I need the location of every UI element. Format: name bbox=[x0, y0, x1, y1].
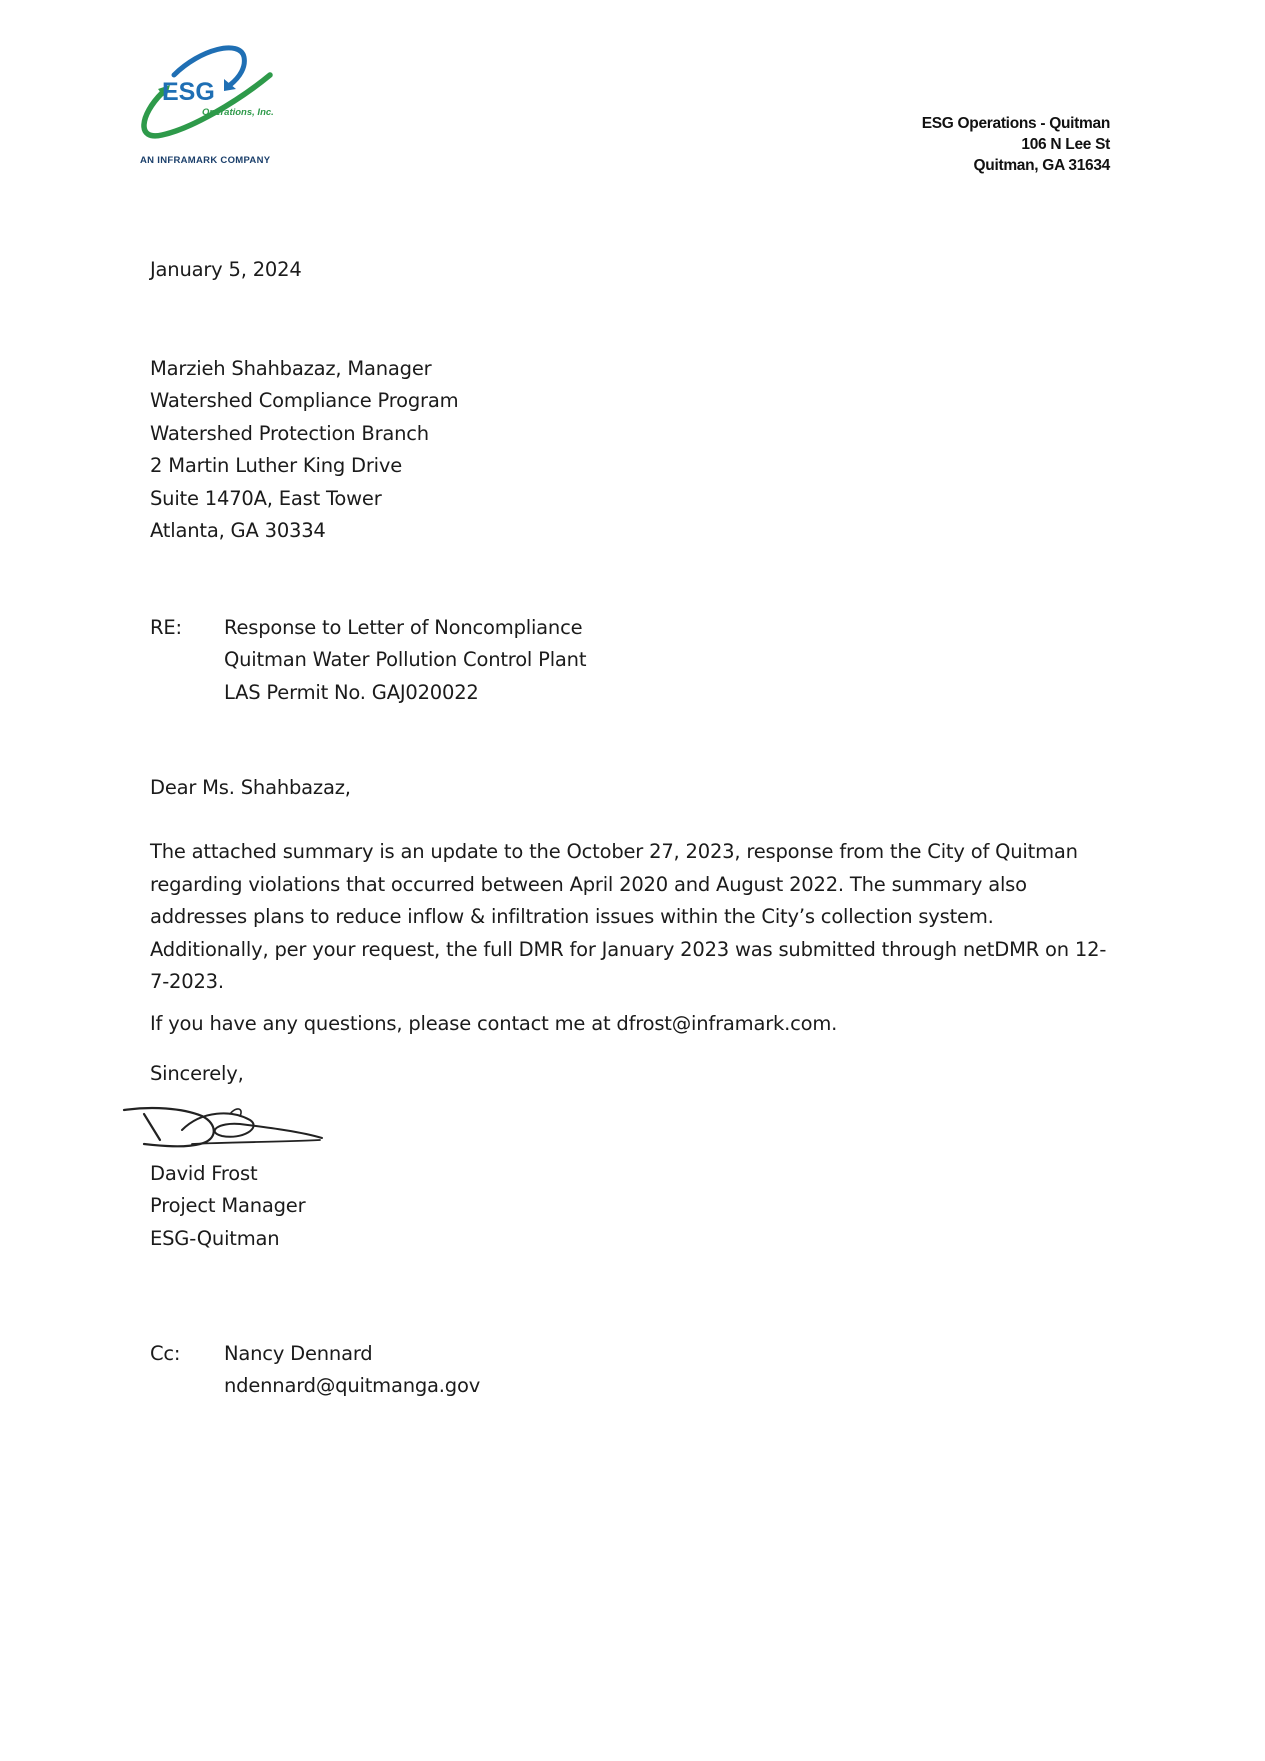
cc-name: Nancy Dennard bbox=[224, 1342, 373, 1365]
body-paragraph: The attached summary is an update to the October 27, 2023, response from the City of Quitman regarding violations that occurred between April 2020 and August 2022. The summary also addresses plans to reduce inflow & infiltration issues within the City’s collection system. Additionally, per your request, the full DMR for January 2023 was submitted through netDMR on 12-7-2023. bbox=[150, 840, 1107, 994]
signer-block bbox=[150, 1158, 1115, 1255]
signer-name: David Frost bbox=[150, 1162, 258, 1185]
letter-date: January 5, 2024 bbox=[150, 258, 302, 281]
logo-sub-text: Operations, Inc. bbox=[202, 107, 274, 118]
recipient-line: 2 Martin Luther King Drive bbox=[150, 454, 403, 478]
signer-title: Project Manager bbox=[150, 1194, 306, 1218]
sender-address-line: ESG Operations - Quitman bbox=[921, 115, 1110, 132]
logo-tagline-text: AN INFRAMARK COMPANY bbox=[140, 155, 271, 166]
recipient-line: Watershed Compliance Program bbox=[150, 389, 459, 413]
cc-label: Cc: bbox=[150, 1342, 181, 1365]
subject-line: LAS Permit No. GAJ020022 bbox=[224, 680, 479, 704]
subject-label: RE: bbox=[150, 616, 182, 639]
logo-main-text: ESG bbox=[162, 78, 215, 106]
subject-line: Quitman Water Pollution Control Plant bbox=[224, 648, 587, 672]
cc-email: ndennard@quitmanga.gov bbox=[224, 1374, 481, 1398]
sender-address-line: 106 N Lee St bbox=[1021, 136, 1110, 153]
closing: Sincerely, bbox=[150, 1062, 244, 1085]
recipient-address bbox=[150, 353, 1115, 547]
subject-line: Response to Letter of Noncompliance bbox=[224, 616, 583, 639]
recipient-line: Watershed Protection Branch bbox=[150, 421, 429, 445]
salutation: Dear Ms. Shahbazaz, bbox=[150, 776, 351, 799]
recipient-line: Suite 1470A, East Tower bbox=[150, 486, 382, 510]
sender-address-line: Quitman, GA 31634 bbox=[973, 157, 1110, 174]
esg-logo bbox=[140, 45, 340, 175]
sender-address bbox=[922, 113, 1110, 176]
recipient-line: Marzieh Shahbazaz, Manager bbox=[150, 357, 432, 380]
recipient-line: Atlanta, GA 30334 bbox=[150, 519, 326, 543]
signer-organization: ESG-Quitman bbox=[150, 1226, 280, 1250]
contact-paragraph: If you have any questions, please contact me at dfrost@inframark.com. bbox=[150, 1012, 838, 1035]
